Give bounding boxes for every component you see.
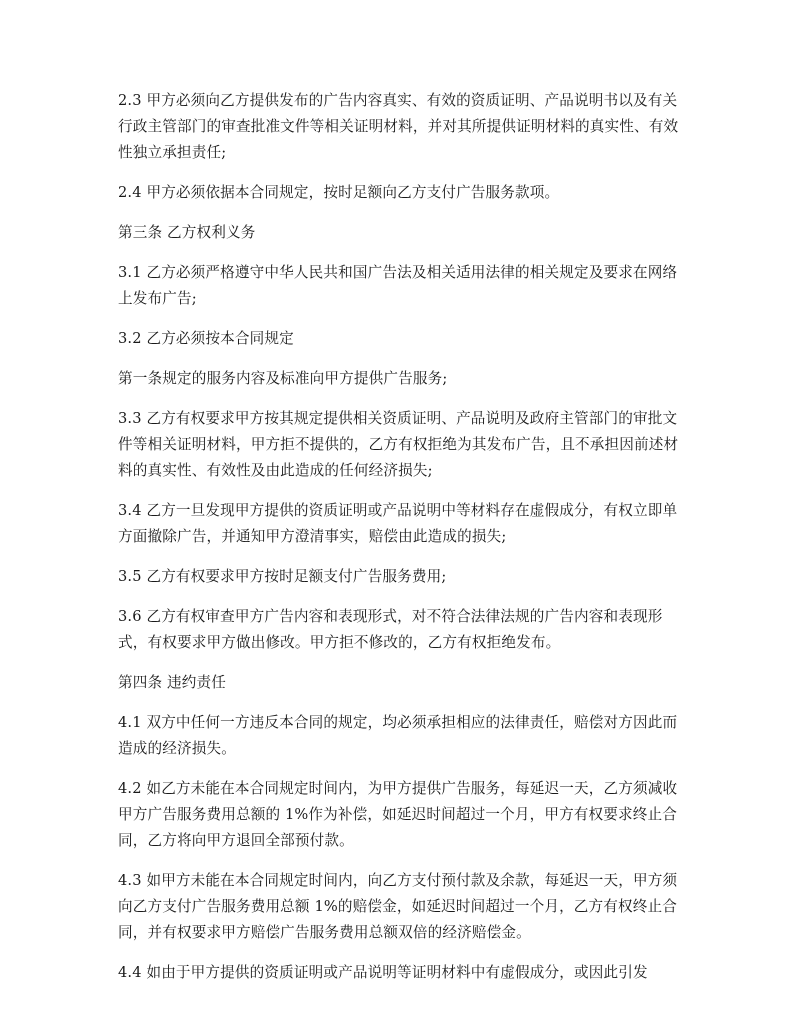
clause-4-2: 4.2 如乙方未能在本合同规定时间内，为甲方提供广告服务，每延迟一天，乙方须减收甲方广告服务费用总额的 1%作为补偿，如延迟时间超过一个月，甲方有权要求终止合同，乙方将向甲方退回全部预付款。 <box>118 780 678 849</box>
clause-4-3: 4.3 如甲方未能在本合同规定时间内，向乙方支付预付款及余款，每延迟一天，甲方须向乙方支付广告服务费用总额 1%的赔偿金，如延迟时间超过一个月，乙方有权终止合同，并有权要求甲方赔偿广告服务费用总额双倍的经济赔偿金。 <box>118 872 678 941</box>
section-heading-article-4: 第四条 违约责任 <box>118 674 226 691</box>
clause-4-1: 4.1 双方中任何一方违反本合同的规定，均必须承担相应的法律责任，赔偿对方因此而造成的经济损失。 <box>118 714 678 757</box>
clause-4-4: 4.4 如由于甲方提供的资质证明或产品说明等证明材料中有虚假成分，或因此引发 <box>118 964 648 981</box>
clause-3-1: 3.1 乙方必须严格遵守中华人民共和国广告法及相关适用法律的相关规定及要求在网络上发布广告; <box>118 264 678 307</box>
clause-2-4: 2.4 甲方必须依据本合同规定，按时足额向乙方支付广告服务款项。 <box>118 184 560 201</box>
clause-3-2-continued: 第一条规定的服务内容及标准向甲方提供广告服务; <box>118 370 448 387</box>
clause-3-6: 3.6 乙方有权审查甲方广告内容和表现形式，对不符合法律法规的广告内容和表现形式，有权要求甲方做出修改。甲方拒不修改的，乙方有权拒绝发布。 <box>118 608 663 651</box>
clause-2-3: 2.3 甲方必须向乙方提供发布的广告内容真实、有效的资质证明、产品说明书以及有关行政主管部门的审查批准文件等相关证明材料，并对其所提供证明材料的真实性、有效性独立承担责任; <box>118 92 679 161</box>
clause-3-4: 3.4 乙方一旦发现甲方提供的资质证明或产品说明中等材料存在虚假成分，有权立即单方面撤除广告，并通知甲方澄清事实，赔偿由此造成的损失; <box>118 502 678 545</box>
clause-3-2: 3.2 乙方必须按本合同规定 <box>118 330 294 347</box>
clause-3-5: 3.5 乙方有权要求甲方按时足额支付广告服务费用; <box>118 568 447 585</box>
document-body <box>118 88 688 1000</box>
clause-3-3: 3.3 乙方有权要求甲方按其规定提供相关资质证明、产品说明及政府主管部门的审批文件等相关证明材料，甲方拒不提供的，乙方有权拒绝为其发布广告，且不承担因前述材料的真实性、有效性及由此造成的任何经济损失; <box>118 410 679 479</box>
section-heading-article-3: 第三条 乙方权利义务 <box>118 224 256 241</box>
